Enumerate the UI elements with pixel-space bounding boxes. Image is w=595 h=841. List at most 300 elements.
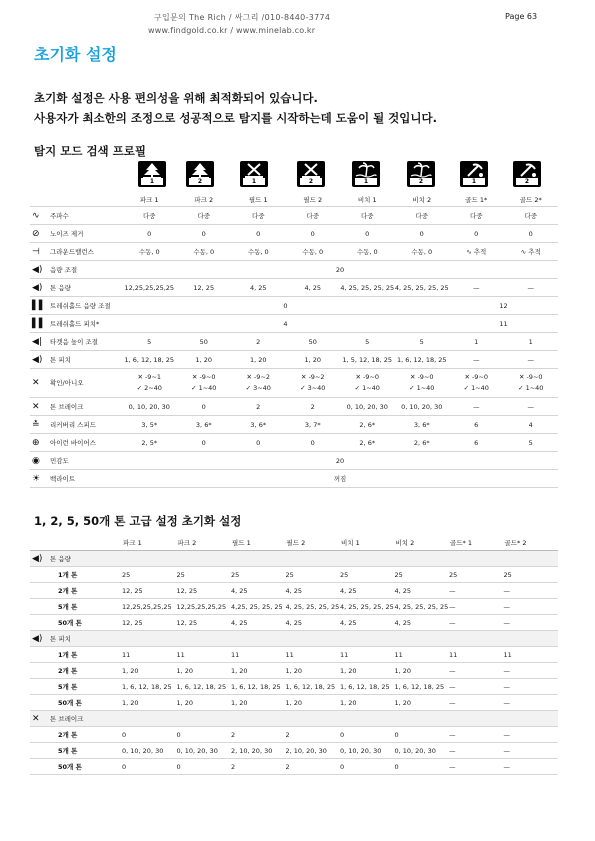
setting-name: 민감도 [50, 456, 69, 465]
profile-row [30, 261, 558, 279]
setting-label [30, 333, 122, 351]
tone-value: 11 [177, 647, 232, 663]
setting-value: 3, 6* [177, 416, 232, 434]
advanced-header-row [30, 534, 558, 551]
setting-value: 3, 6* [395, 416, 450, 434]
setting-icon: ∿ [32, 210, 40, 221]
profile-row [30, 434, 558, 452]
tone-count-label: 5개 톤 [30, 743, 122, 759]
setting-value: 0 [231, 434, 286, 452]
tone-value: 4, 25 [286, 615, 341, 631]
setting-value: 2, 5* [122, 434, 177, 452]
tone-value: 0, 10, 20, 30 [395, 743, 450, 759]
setting-label [30, 369, 122, 398]
tone-count-label: 50개 톤 [30, 615, 122, 631]
park-tree-icon [186, 161, 214, 187]
setting-value: 50 [286, 333, 341, 351]
intro-line: 사용자가 최소한의 조정으로 성공적으로 탐지를 시작하는데 도움이 될 것입니다. [34, 111, 437, 125]
website-line: www.findgold.co.kr / www.minelab.co.kr [148, 26, 316, 35]
tone-count-label: 50개 톤 [30, 695, 122, 711]
tone-value: 4, 25 [395, 615, 450, 631]
tone-value: 2 [286, 759, 341, 775]
setting-value [504, 369, 559, 398]
reject-range: ✕ -9~1 [137, 373, 162, 381]
setting-value: 수동, 0 [286, 243, 341, 261]
tone-value: 25 [395, 567, 450, 583]
setting-value: 0 [177, 434, 232, 452]
tone-value: 12,25,25,25,25 [122, 599, 177, 615]
setting-icon: ◀) [32, 282, 43, 293]
profile-table [30, 193, 558, 488]
reject-range: ✕ -9~0 [191, 373, 216, 381]
field-cross-icon [297, 161, 325, 187]
setting-value: 20 [122, 452, 558, 470]
page-title: 초기화 설정 [34, 45, 117, 64]
tone-value: 1, 20 [122, 695, 177, 711]
setting-value [340, 369, 395, 398]
accept-range: ✓ 1~40 [518, 384, 544, 392]
setting-value: 1 [504, 333, 559, 351]
setting-value: 12, 25 [177, 279, 232, 297]
tone-value: — [504, 759, 559, 775]
accept-range: ✓ 3~40 [245, 384, 271, 392]
setting-name: 톤 음량 [50, 283, 71, 292]
profile-row [30, 315, 558, 333]
reject-range: ✕ -9~0 [409, 373, 434, 381]
tone-value: — [504, 679, 559, 695]
tone-value: — [504, 743, 559, 759]
tone-value: 12, 25 [177, 583, 232, 599]
profile-row [30, 333, 558, 351]
setting-value: 1, 20 [231, 351, 286, 369]
mode-header: 필드 2 [286, 534, 341, 551]
setting-name: 그라운드밸런스 [50, 247, 94, 256]
setting-value: 5 [340, 333, 395, 351]
setting-value: 12 [449, 297, 558, 315]
setting-value [122, 369, 177, 398]
tone-value: 0 [395, 759, 450, 775]
setting-value: 6 [449, 416, 504, 434]
setting-value: 0 [286, 225, 341, 243]
profile-row [30, 398, 558, 416]
setting-icon: ◀) [32, 354, 43, 365]
mode-number: 2 [516, 178, 538, 185]
accept-range: ✓ 1~40 [409, 384, 435, 392]
tone-value: 25 [504, 567, 559, 583]
tone-value: — [449, 727, 504, 743]
tone-value: 12, 25 [122, 615, 177, 631]
contact-line: 구입문의 The Rich / 싸그리 /010-8440-3774 [154, 13, 331, 22]
setting-icon: ◉ [32, 455, 40, 466]
profile-row [30, 207, 558, 225]
setting-value: 다중 [504, 207, 559, 225]
tone-count-label: 5개 톤 [30, 679, 122, 695]
setting-label [30, 261, 122, 279]
tone-value: 0 [340, 727, 395, 743]
setting-value: 1, 6, 12, 18, 25 [395, 351, 450, 369]
beach-palm-icon [352, 161, 380, 187]
accept-range: ✓ 1~40 [191, 384, 217, 392]
group-name: 톤 피치 [50, 634, 71, 643]
intro-text [34, 88, 437, 128]
setting-value: 0 [395, 225, 450, 243]
setting-value [177, 369, 232, 398]
setting-value: 0 [177, 225, 232, 243]
setting-value: — [504, 279, 559, 297]
setting-value: — [449, 279, 504, 297]
tone-value: 1, 20 [231, 663, 286, 679]
setting-value: 4, 25 [286, 279, 341, 297]
tone-value: 2, 10, 20, 30 [286, 743, 341, 759]
mode-header: 골드* 1 [449, 534, 504, 551]
group-label [30, 711, 558, 727]
setting-value: 수동, 0 [395, 243, 450, 261]
setting-label [30, 351, 122, 369]
tone-value: 0 [340, 759, 395, 775]
tone-value: 1, 20 [340, 695, 395, 711]
tone-value: 0 [177, 759, 232, 775]
setting-label [30, 470, 122, 488]
tone-value: 11 [504, 647, 559, 663]
setting-label [30, 398, 122, 416]
tone-value: — [449, 679, 504, 695]
setting-value: ∿ 추적 [504, 243, 559, 261]
setting-value: 0 [504, 225, 559, 243]
tone-value: 1, 20 [395, 695, 450, 711]
setting-value: — [449, 398, 504, 416]
mode-header: 파크 2 [177, 534, 232, 551]
tone-value: 0, 10, 20, 30 [177, 743, 232, 759]
intro-line: 초기화 설정은 사용 편의성을 위해 최적화되어 있습니다. [34, 91, 318, 105]
tone-value: 12, 25 [122, 583, 177, 599]
tone-value: 1, 6, 12, 18, 25 [395, 679, 450, 695]
setting-value: 0 [449, 225, 504, 243]
tone-value: — [504, 663, 559, 679]
setting-value: 다중 [340, 207, 395, 225]
tone-value: — [504, 695, 559, 711]
setting-name: 주파수 [50, 211, 69, 220]
gold-pick-icon [513, 161, 541, 187]
setting-label [30, 416, 122, 434]
tone-value: 0, 10, 20, 30 [340, 743, 395, 759]
setting-value: 1, 20 [177, 351, 232, 369]
setting-value: 4, 25 [231, 279, 286, 297]
mode-header: 파크 1 [139, 196, 159, 204]
tone-value: 1, 20 [231, 695, 286, 711]
group-label [30, 551, 558, 567]
tone-value: — [504, 727, 559, 743]
setting-value: 0 [177, 398, 232, 416]
tone-count-label: 1개 톤 [30, 567, 122, 583]
tone-value: 4,25, 25, 25, 25 [231, 599, 286, 615]
tone-row [30, 759, 558, 775]
setting-value: 0, 10, 20, 30 [122, 398, 177, 416]
setting-value [395, 369, 450, 398]
advanced-table [30, 534, 558, 775]
setting-value: 0, 10, 20, 30 [340, 398, 395, 416]
tone-value: 4, 25 [340, 615, 395, 631]
setting-name: 리커버리 스피드 [50, 420, 97, 429]
setting-value: 1, 5, 12, 18, 25 [340, 351, 395, 369]
reject-range: ✕ -9~2 [300, 373, 325, 381]
tone-row [30, 695, 558, 711]
tone-row [30, 679, 558, 695]
setting-value: 0, 10, 20, 30 [395, 398, 450, 416]
setting-value: 1, 20 [286, 351, 341, 369]
group-name: 톤 브레이크 [50, 714, 84, 723]
reject-range: ✕ -9~0 [518, 373, 543, 381]
tone-value: — [504, 599, 559, 615]
tone-value: 4, 25, 25, 25, 25 [286, 599, 341, 615]
reject-range: ✕ -9~0 [464, 373, 489, 381]
setting-value: 수동, 0 [122, 243, 177, 261]
mode-number: 1 [463, 178, 485, 185]
setting-value: 4, 25, 25, 25, 25 [340, 279, 395, 297]
tone-value: 1, 20 [177, 695, 232, 711]
setting-value: 12,25,25,25,25 [122, 279, 177, 297]
tone-value: 12, 25 [177, 615, 232, 631]
mode-number: 2 [189, 178, 211, 185]
tone-value: 4, 25, 25, 25, 25 [340, 599, 395, 615]
tone-row [30, 647, 558, 663]
setting-value: 꺼짐 [122, 470, 558, 488]
tone-value: 11 [449, 647, 504, 663]
setting-label [30, 297, 122, 315]
gold-pick-icon [460, 161, 488, 187]
setting-icon: ◀) [32, 264, 43, 275]
accept-range: ✓ 1~40 [354, 384, 380, 392]
beach-palm-icon [407, 161, 435, 187]
setting-icon: ⊘ [32, 228, 40, 239]
tone-value: 1, 6, 12, 18, 25 [340, 679, 395, 695]
setting-value: — [504, 351, 559, 369]
tone-count-label: 5개 톤 [30, 599, 122, 615]
mode-number: 1 [243, 178, 265, 185]
profile-row [30, 225, 558, 243]
tone-value: 1, 6, 12, 18, 25 [231, 679, 286, 695]
setting-value: 1, 6, 12, 18, 25 [122, 351, 177, 369]
setting-name: 톤 브레이크 [50, 402, 84, 411]
tone-value: 1, 20 [122, 663, 177, 679]
tone-value: — [449, 615, 504, 631]
setting-name: 톤 피치 [50, 355, 71, 364]
setting-label [30, 279, 122, 297]
setting-value: 0 [231, 225, 286, 243]
tone-value: 25 [177, 567, 232, 583]
setting-label [30, 207, 122, 225]
tone-row [30, 743, 558, 759]
tone-value: 1, 20 [177, 663, 232, 679]
park-tree-icon [138, 161, 166, 187]
setting-value: 0 [340, 225, 395, 243]
tone-value: — [449, 663, 504, 679]
tone-value: — [449, 759, 504, 775]
setting-value: 2, 6* [340, 434, 395, 452]
setting-value: 0 [122, 297, 449, 315]
mode-header: 필드 2 [303, 196, 323, 204]
tone-value: 4, 25, 25, 25, 25 [395, 599, 450, 615]
group-name: 톤 음량 [50, 554, 71, 563]
tone-count-label: 1개 톤 [30, 647, 122, 663]
tone-row [30, 599, 558, 615]
mode-header: 파크 2 [194, 196, 214, 204]
tone-value: 4, 25 [231, 583, 286, 599]
tone-value: 1, 20 [340, 663, 395, 679]
mode-header: 비치 1 [340, 534, 395, 551]
group-label [30, 631, 558, 647]
group-row [30, 551, 558, 567]
setting-value: 50 [177, 333, 232, 351]
tone-row [30, 663, 558, 679]
setting-value: 4 [122, 315, 449, 333]
tone-value: — [449, 743, 504, 759]
tone-value: — [504, 583, 559, 599]
setting-value: — [449, 351, 504, 369]
setting-value [449, 369, 504, 398]
setting-value: — [504, 398, 559, 416]
tone-value: 4, 25 [340, 583, 395, 599]
tone-value: 11 [340, 647, 395, 663]
profile-row [30, 369, 558, 398]
tone-row [30, 567, 558, 583]
setting-value: 수동, 0 [177, 243, 232, 261]
setting-value: 11 [449, 315, 558, 333]
setting-name: 트레쉬홀드 음량 조절 [50, 301, 111, 310]
setting-name: 백라이트 [50, 474, 76, 483]
tone-value: 0 [122, 759, 177, 775]
setting-value [286, 369, 341, 398]
tone-value: 11 [286, 647, 341, 663]
setting-label [30, 243, 122, 261]
setting-value: 3, 5* [122, 416, 177, 434]
mode-number: 1 [355, 178, 377, 185]
setting-value: 2, 6* [340, 416, 395, 434]
setting-value: 다중 [177, 207, 232, 225]
setting-name: 타겟음 높이 조절 [50, 337, 99, 346]
profile-row [30, 243, 558, 261]
mode-header: 파크 1 [122, 534, 177, 551]
reject-range: ✕ -9~0 [355, 373, 380, 381]
group-icon: ◀) [32, 553, 43, 564]
setting-value: 2 [231, 333, 286, 351]
tone-value: 2 [231, 759, 286, 775]
setting-icon: ▌▌ [32, 300, 46, 311]
setting-value: 다중 [286, 207, 341, 225]
setting-name: 트레쉬홀드 피치* [50, 319, 100, 328]
setting-value: 20 [122, 261, 558, 279]
tone-value: 4, 25 [231, 615, 286, 631]
profile-row [30, 297, 558, 315]
setting-icon: ☀ [32, 473, 41, 484]
accept-range: ✓ 3~40 [300, 384, 326, 392]
accept-range: ✓ 2~40 [136, 384, 162, 392]
setting-value: 2, 6* [395, 434, 450, 452]
mode-header: 비치 1 [357, 196, 377, 204]
setting-value: 5 [122, 333, 177, 351]
mode-header: 필드 1 [248, 196, 268, 204]
setting-value: 0 [122, 225, 177, 243]
setting-icon: ◀| [32, 336, 42, 347]
page-number: Page 63 [505, 12, 538, 21]
setting-value: 다중 [122, 207, 177, 225]
setting-icon: ✕ [32, 401, 40, 412]
mode-header: 필드 1 [231, 534, 286, 551]
setting-value: 수동, 0 [231, 243, 286, 261]
tone-value: 2, 10, 20, 30 [231, 743, 286, 759]
setting-value: 다중 [395, 207, 450, 225]
profile-row [30, 279, 558, 297]
reject-range: ✕ -9~2 [246, 373, 271, 381]
setting-value [231, 369, 286, 398]
setting-value: 3, 7* [286, 416, 341, 434]
tone-value: 2 [231, 727, 286, 743]
setting-value: 5 [504, 434, 559, 452]
tone-value: 4, 25 [395, 583, 450, 599]
mode-header: 골드 2* [519, 196, 542, 204]
group-icon: ◀) [32, 633, 43, 644]
mode-header: 비치 2 [412, 196, 432, 204]
setting-value: 0 [286, 434, 341, 452]
setting-value: ∿ 추적 [449, 243, 504, 261]
mode-header: 골드* 2 [504, 534, 559, 551]
tone-count-label: 2개 톤 [30, 727, 122, 743]
tone-value: 25 [449, 567, 504, 583]
setting-value: 4 [504, 416, 559, 434]
setting-name: 노이즈 제거 [50, 229, 84, 238]
setting-value: 수동, 0 [340, 243, 395, 261]
accept-range: ✓ 1~40 [463, 384, 489, 392]
tone-value: 25 [286, 567, 341, 583]
mode-number: 1 [141, 178, 163, 185]
setting-label [30, 452, 122, 470]
tone-count-label: 50개 톤 [30, 759, 122, 775]
setting-icon: ▌▌ [32, 318, 46, 329]
tone-value: 0 [395, 727, 450, 743]
mode-number: 2 [300, 178, 322, 185]
tone-value: 0 [122, 727, 177, 743]
mode-number: 2 [410, 178, 432, 185]
setting-name: 아이런 바이어스 [50, 438, 97, 447]
setting-label [30, 225, 122, 243]
tone-value: 25 [122, 567, 177, 583]
setting-value: 4, 25, 25, 25, 25 [395, 279, 450, 297]
tone-value: 25 [340, 567, 395, 583]
group-row [30, 711, 558, 727]
tone-value: 2 [286, 727, 341, 743]
tone-value: 1, 6, 12, 18, 25 [177, 679, 232, 695]
tone-value: 1, 20 [286, 695, 341, 711]
setting-icon: ⊣ [32, 246, 40, 257]
setting-value: 1 [449, 333, 504, 351]
setting-value: 2 [286, 398, 341, 416]
tone-count-label: 2개 톤 [30, 583, 122, 599]
tone-row [30, 727, 558, 743]
setting-name: 확인/아니오 [50, 379, 84, 387]
setting-value: 다중 [231, 207, 286, 225]
setting-value: 6 [449, 434, 504, 452]
tone-value: 1, 20 [286, 663, 341, 679]
setting-label [30, 434, 122, 452]
tone-value: — [504, 615, 559, 631]
profile-row [30, 351, 558, 369]
tone-value: — [449, 583, 504, 599]
profile-row [30, 452, 558, 470]
group-row [30, 631, 558, 647]
tone-value: 0 [177, 727, 232, 743]
tone-value: 1, 20 [395, 663, 450, 679]
mode-icon-row [0, 161, 595, 191]
tone-count-label: 2개 톤 [30, 663, 122, 679]
